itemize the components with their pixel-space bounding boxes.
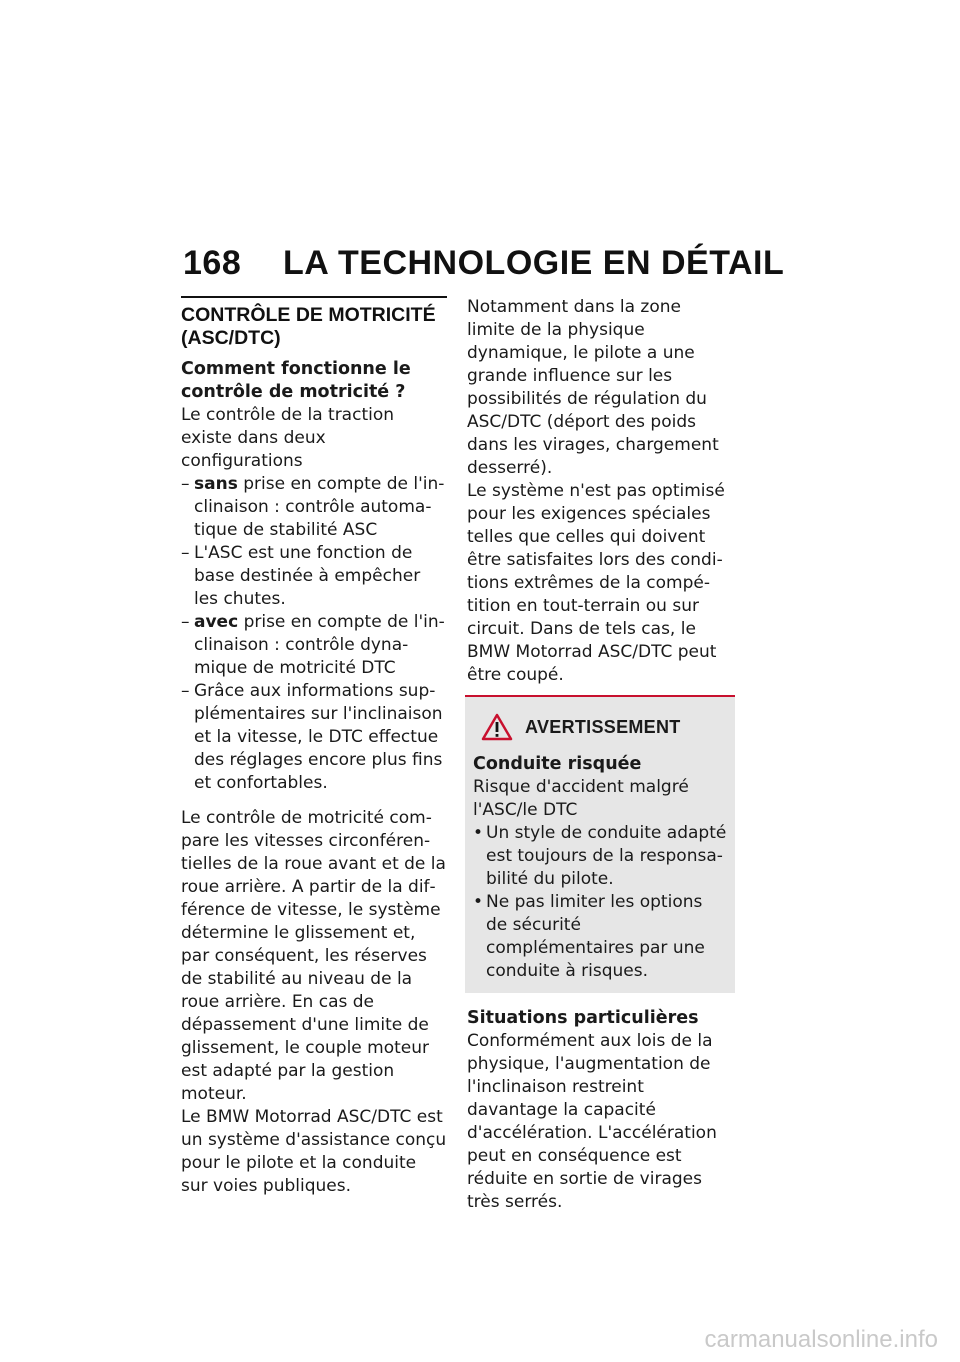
subsection-title: Situations particulières bbox=[467, 1008, 699, 1028]
warning-triangle-icon bbox=[481, 713, 513, 741]
watermark: carmanualsonline.info bbox=[704, 1326, 938, 1353]
right-column bbox=[467, 296, 733, 1214]
list-item: – L'ASC est une fonction de base destinée à empêcher les chutes. bbox=[181, 542, 447, 611]
configuration-list bbox=[181, 473, 447, 795]
list-item: – sans prise en compte de l'inclinaison : contrôle automatique de stabilité ASC bbox=[181, 473, 447, 542]
body-paragraph: Le système n'est pas optimisé pour les exigences spéciales telles que celles qui doivent être satisfaites lors des conditions extrêmes de la compétition en tout-terrain ou sur circuit. Dans de tels cas, le BMW Motorrad ASC/DTC peut être coupé. bbox=[467, 481, 725, 685]
subsection-title: Comment fonctionne le contrôle de motricité ? bbox=[181, 359, 411, 402]
body-paragraph: Le contrôle de motricité compare les vitesses circonférentielles de la roue avant et de la roue arrière. A partir de la différence de vitesse, le système détermine le glissement et, par conséquent, les réserves de stabilité au niveau de la roue arrière. En cas de dépassement d'une limite de glissement, le couple moteur est adapté par la gestion moteur. bbox=[181, 808, 446, 1104]
intro-paragraph: Le contrôle de la traction existe dans deux configurations bbox=[181, 405, 395, 471]
warning-title: AVERTISSEMENT bbox=[525, 716, 681, 737]
page-header bbox=[183, 244, 784, 283]
warning-box bbox=[465, 695, 735, 993]
list-item: – avec prise en compte de l'inclinaison : contrôle dynamique de motricité DTC bbox=[181, 611, 447, 680]
list-item: – Grâce aux informations supplémentaires sur l'inclinaison et la vitesse, le DTC effectue des réglages encore plus fins et confortables. bbox=[181, 680, 447, 795]
chapter-title: LA TECHNOLOGIE EN DÉTAIL bbox=[283, 244, 785, 282]
page-number: 168 bbox=[183, 244, 242, 282]
list-item: • Ne pas limiter les options de sécurité complémentaires par une conduite à risques. bbox=[473, 891, 727, 983]
section-rule bbox=[181, 296, 447, 298]
warning-header bbox=[481, 713, 727, 741]
warning-list bbox=[473, 822, 727, 983]
body-paragraph: Conformément aux lois de la physique, l'augmentation de l'inclinaison restreint davantage la capacité d'accélération. L'accélération peut en conséquence est réduite en sortie de virages très serrés. bbox=[467, 1031, 717, 1212]
left-column bbox=[181, 296, 447, 1198]
section-title: CONTRÔLE DE MOTRICITÉ (ASC/DTC) bbox=[181, 304, 436, 349]
warning-text: Risque d'accident malgré l'ASC/le DTC bbox=[473, 777, 689, 820]
body-paragraph: Le BMW Motorrad ASC/DTC est un système d'assistance conçu pour le pilote et la conduite sur voies publiques. bbox=[181, 1107, 447, 1196]
body-paragraph: Notamment dans la zone limite de la physique dynamique, le pilote a une grande influence sur les possibilités de régulation du ASC/DTC (déport des poids dans les virages, chargement desserré). bbox=[467, 297, 719, 478]
warning-subtitle: Conduite risquée bbox=[473, 754, 642, 774]
list-item: • Un style de conduite adapté est toujours de la responsabilité du pilote. bbox=[473, 822, 727, 891]
